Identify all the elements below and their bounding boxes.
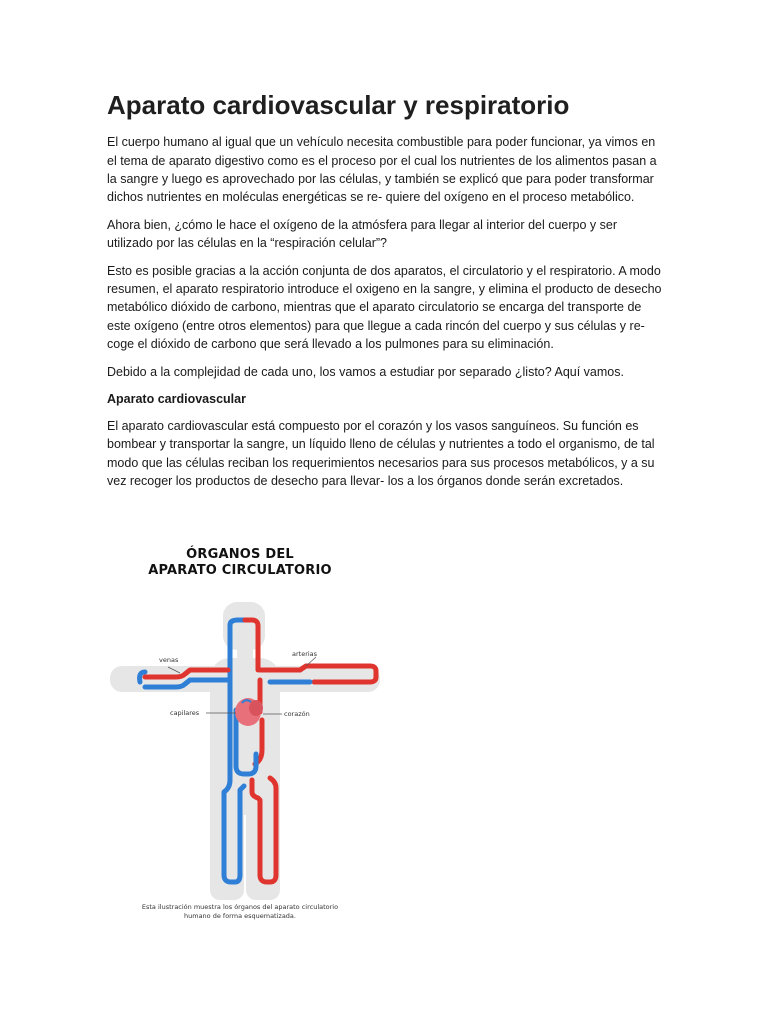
label-corazon: corazón [284, 710, 310, 718]
circulatory-illustration [110, 540, 390, 900]
document-title: Aparato cardiovascular y respiratorio [107, 90, 570, 120]
body-silhouette [110, 602, 380, 900]
section-heading: Aparato cardiovascular [107, 392, 246, 407]
document-body [107, 90, 663, 500]
paragraph-3: Esto es posible gracias a la acción conjunta de dos aparatos, el circulatorio y el respiratorio. A modo resumen, el aparato respiratorio introduce el oxigeno en la sangre, y elimina el producto de desecho metabólico dióxido de carbono, mientras que el aparato circulatorio se encarga del transporte de este oxígeno (entre otros elementos) para que llegue a cada rincón del cuerpo y sus células y re- coge el dióxido de carbono que será llevado a los pulmones para su eliminación. [107, 263, 662, 352]
section-paragraph: El aparato cardiovascular está compuesto por el corazón y los vasos sanguíneos. Su función es bombear y transportar la sangre, un líquido lleno de células y nutrientes a todo el organismo, de tal modo que las células reciban los requerimientos necesarios para sus procesos metabólicos, y a su vez recoger los productos de desecho para llevar- los a los órganos donde serán excretados. [107, 419, 655, 489]
label-venas: venas [159, 656, 179, 664]
figure-title-line-2: APARATO CIRCULATORIO [148, 563, 332, 578]
figure-title-line-1: ÓRGANOS DEL [186, 547, 294, 562]
paragraph-1: El cuerpo humano al igual que un vehículo necesita combustible para poder funcionar, ya vimos en el tema de aparato digestivo como es el proceso por el cual los nutrientes de los alimentos pasan a la sangre y luego es aprovechado por las células, y también se explicó que para poder transformar dichos nutrientes en moléculas energéticas se re- quiere del oxígeno en el proceso metabólico. [107, 135, 657, 205]
arteries [145, 620, 376, 882]
circulatory-figure [110, 540, 390, 930]
label-arterias: arterias [292, 650, 318, 658]
paragraph-2: Ahora bien, ¿cómo le hace el oxígeno de la atmósfera para llegar al interior del cuerpo y ser utilizado por las células en la “respiración celular”? [107, 217, 618, 251]
figure-caption: Esta ilustración muestra los órganos del aparato circulatorio humano de forma esquematizada. [141, 903, 339, 920]
label-capilares: capilares [170, 709, 200, 717]
paragraph-4: Debido a la complejidad de cada uno, los vamos a estudiar por separado ¿listo? Aquí vamos. [107, 364, 624, 379]
